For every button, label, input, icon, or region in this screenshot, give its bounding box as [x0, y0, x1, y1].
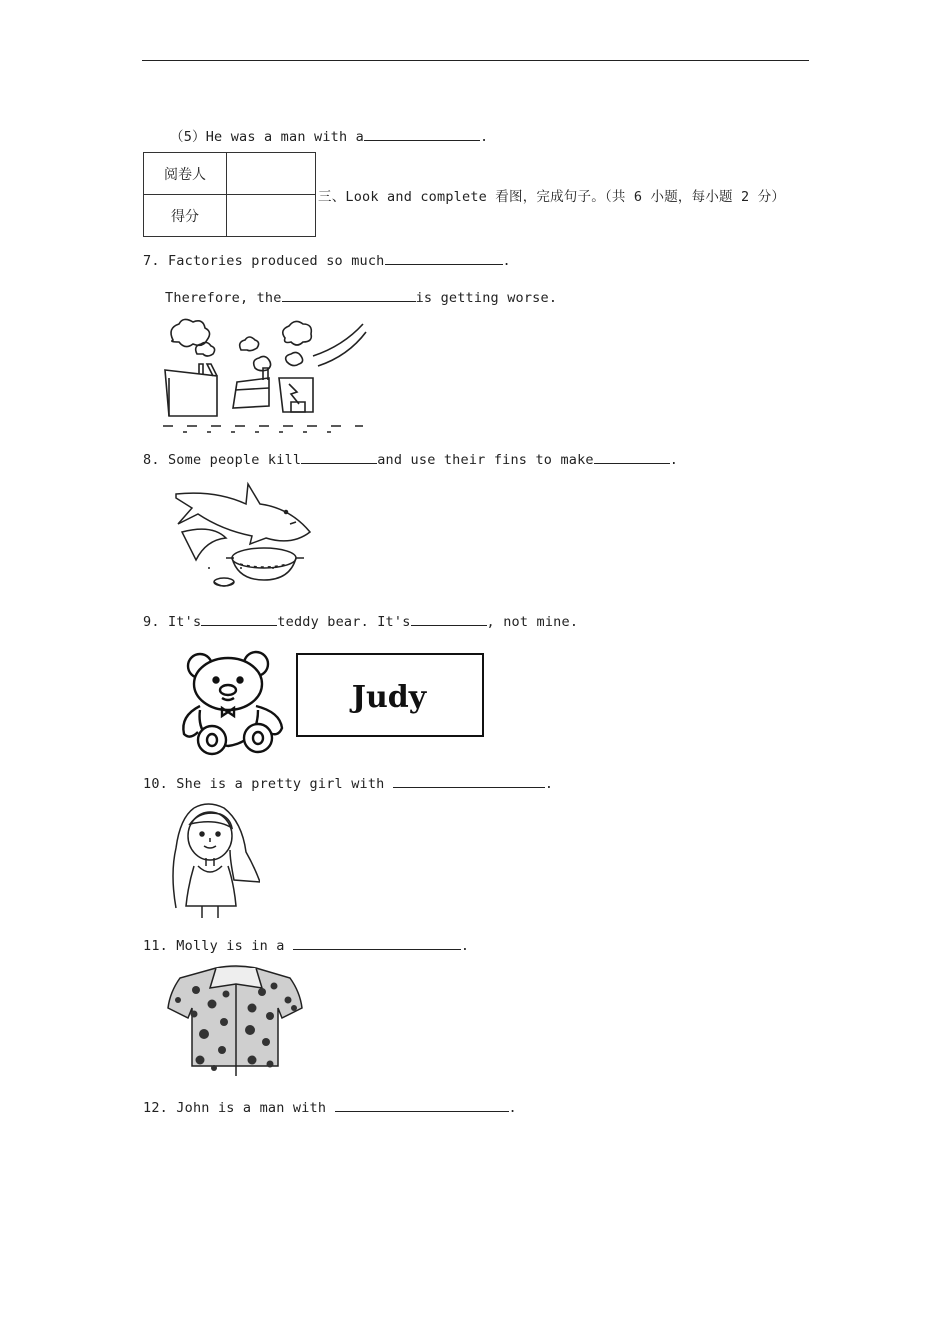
reviewer-label: 阅卷人 — [144, 153, 227, 195]
q5-blank[interactable] — [364, 126, 480, 141]
section-3-title: 三、Look and complete 看图，完成句子。（共 6 小题，每小题 2 分） — [318, 189, 786, 205]
q11-text: 11. Molly is in a — [143, 938, 293, 954]
q9-blank-1[interactable] — [201, 611, 277, 626]
q7-blank-2[interactable] — [282, 287, 416, 302]
judy-card-text: Judy — [351, 680, 427, 715]
q8-text: 8. Some people kill — [143, 452, 302, 468]
q8-blank-1[interactable] — [301, 449, 377, 464]
q10-suffix: . — [544, 776, 554, 792]
factory-pollution-icon — [163, 318, 369, 438]
q7-suffix-2: is getting worse. — [415, 290, 558, 306]
q8-blank-2[interactable] — [594, 449, 670, 464]
q9-middle: teddy bear. It's — [277, 614, 411, 630]
score-label: 得分 — [144, 195, 227, 237]
q9-blank-2[interactable] — [411, 611, 487, 626]
q5-suffix: . — [479, 129, 489, 145]
q10-text: 10. She is a pretty girl with — [143, 776, 393, 792]
question-5 — [170, 126, 488, 146]
q7-suffix-1: . — [502, 253, 511, 269]
q9-text: 9. It's — [143, 614, 202, 630]
question-10 — [143, 773, 553, 793]
q8-suffix: . — [669, 452, 679, 468]
question-9 — [143, 611, 578, 631]
q8-middle: and use their fins to make — [377, 452, 594, 468]
header-rule — [142, 60, 809, 61]
q11-blank[interactable] — [293, 935, 461, 950]
q7-text-2: Therefore, the — [165, 290, 282, 306]
q7-blank-1[interactable] — [385, 250, 503, 265]
girl-long-hair-icon — [164, 800, 260, 920]
question-7-line-2 — [165, 287, 557, 307]
score-table — [143, 152, 316, 237]
question-11 — [143, 935, 469, 955]
question-8 — [143, 449, 678, 469]
q9-suffix: , not mine. — [486, 614, 579, 630]
shark-fin-soup-icon — [168, 478, 318, 596]
q12-suffix: . — [508, 1100, 517, 1116]
judy-name-card — [296, 653, 486, 737]
score-cell[interactable] — [227, 195, 316, 237]
q11-suffix: . — [460, 938, 470, 954]
q10-blank[interactable] — [393, 773, 545, 788]
q12-text: 12. John is a man with — [143, 1100, 335, 1116]
q5-text: （5）He was a man with a — [170, 129, 364, 145]
teddy-bear-icon — [178, 648, 290, 756]
polka-dot-blouse-icon — [166, 964, 304, 1080]
question-12 — [143, 1097, 517, 1117]
q7-text-1: 7. Factories produced so much — [143, 253, 385, 269]
reviewer-cell[interactable] — [227, 153, 316, 195]
q12-blank[interactable] — [335, 1097, 509, 1112]
question-7-line-1 — [143, 250, 511, 270]
